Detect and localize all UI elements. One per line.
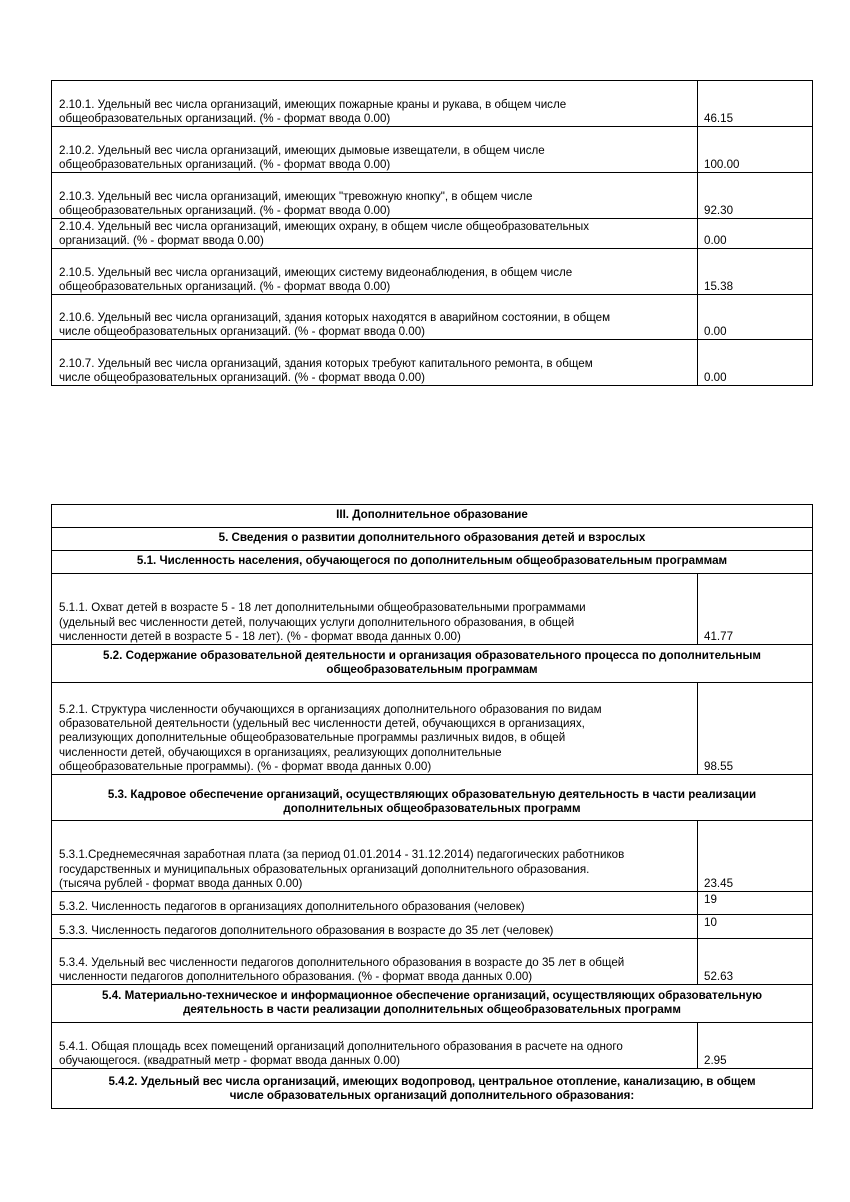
table-row: [52, 939, 813, 985]
table-row: [52, 1023, 813, 1069]
table-row: [52, 249, 813, 295]
table-row: [52, 821, 813, 892]
section-header-row: [52, 505, 813, 528]
table-row: [52, 81, 813, 127]
indicator-value: 15.38: [698, 249, 813, 295]
indicator-value: 100.00: [698, 127, 813, 173]
indicator-value: 98.55: [698, 683, 813, 775]
table-row: [52, 173, 813, 219]
indicator-label: 2.10.6. Удельный вес числа организаций, здания которых находятся в аварийном состоянии, в общем числе общеобразовательных организаций. (% - формат ввода 0.00): [52, 295, 698, 340]
group-header-row: [52, 551, 813, 574]
table-row: [52, 295, 813, 340]
indicator-value: 52.63: [698, 939, 813, 985]
table-row: [52, 683, 813, 775]
additional-education-table: [51, 504, 813, 1109]
indicator-label: 5.3.1.Среднемесячная заработная плата (за период 01.01.2014 - 31.12.2014) педагогических работников государственных и муниципальных образовательных организаций дополнительного образования. (тысяча рублей - формат ввода данных 0.00): [52, 821, 698, 892]
group-title-5-3: 5.3. Кадровое обеспечение организаций, осуществляющих образовательную деятельность в части реализации дополнительных общеобразовательных программ: [52, 775, 813, 821]
table-row: [52, 574, 813, 645]
indicator-value: 0.00: [698, 295, 813, 340]
group-title-5-4-2: 5.4.2. Удельный вес числа организаций, имеющих водопровод, центральное отопление, канализацию, в общем числе образовательных организаций дополнительного образования:: [52, 1069, 813, 1109]
table-row: [52, 127, 813, 173]
section-title: III. Дополнительное образование: [52, 505, 813, 528]
indicator-label: 5.4.1. Общая площадь всех помещений организаций дополнительного образования в расчете на одного обучающегося. (квадратный метр - формат ввода данных 0.00): [52, 1023, 698, 1069]
group-title-5-1: 5.1. Численность населения, обучающегося по дополнительным общеобразовательным программам: [52, 551, 813, 574]
group-header-row: [52, 645, 813, 683]
indicator-label: 2.10.3. Удельный вес числа организаций, имеющих "тревожную кнопку", в общем числе общеобразовательных организаций. (% - формат ввода 0.00): [52, 173, 698, 219]
table-row: [52, 340, 813, 386]
indicator-value: 10: [698, 915, 813, 939]
indicator-label: 2.10.5. Удельный вес числа организаций, имеющих систему видеонаблюдения, в общем числе общеобразовательных организаций. (% - формат ввода 0.00): [52, 249, 698, 295]
indicator-value: 2.95: [698, 1023, 813, 1069]
subsection-title: 5. Сведения о развитии дополнительного образования детей и взрослых: [52, 528, 813, 551]
indicator-value: 19: [698, 892, 813, 915]
subsection-header-row: [52, 528, 813, 551]
table-row: [52, 892, 813, 915]
group-header-row: [52, 775, 813, 821]
indicator-value: 0.00: [698, 340, 813, 386]
indicator-value: 23.45: [698, 821, 813, 892]
indicator-value: 92.30: [698, 173, 813, 219]
indicator-label: 5.2.1. Структура численности обучающихся в организациях дополнительного образования по видам образовательной деятельности (удельный вес численности детей, обучающихся в организациях, реализующих дополнительные общеобразовательные программы различных видов, в общей численности детей, обучающихся в организациях, реализующих дополнительные общеобразовательные программы). (% - формат ввода данных 0.00): [52, 683, 698, 775]
indicator-label: 5.1.1. Охват детей в возрасте 5 - 18 лет дополнительными общеобразовательными программами (удельный вес численности детей, получающих услуги дополнительного образования, в общей численности детей в возрасте 5 - 18 лет). (% - формат ввода данных 0.00): [52, 574, 698, 645]
indicator-label: 2.10.4. Удельный вес числа организаций, имеющих охрану, в общем числе общеобразовательных организаций. (% - формат ввода 0.00): [52, 219, 698, 249]
table-row: [52, 219, 813, 249]
indicator-table-2-10: [51, 80, 813, 386]
indicator-label: 2.10.1. Удельный вес числа организаций, имеющих пожарные краны и рукава, в общем числе общеобразовательных организаций. (% - формат ввода 0.00): [52, 81, 698, 127]
group-title-5-4: 5.4. Материально-техническое и информационное обеспечение организаций, осуществляющих образовательную деятельность в части реализации дополнительных общеобразовательных программ: [52, 985, 813, 1023]
indicator-label: 5.3.2. Численность педагогов в организациях дополнительного образования (человек): [52, 892, 698, 915]
indicator-label: 2.10.2. Удельный вес числа организаций, имеющих дымовые извещатели, в общем числе общеобразовательных организаций. (% - формат ввода 0.00): [52, 127, 698, 173]
indicator-label: 5.3.3. Численность педагогов дополнительного образования в возрасте до 35 лет (человек): [52, 915, 698, 939]
indicator-value: 0.00: [698, 219, 813, 249]
indicator-label: 2.10.7. Удельный вес числа организаций, здания которых требуют капитального ремонта, в общем числе общеобразовательных организаций. (% - формат ввода 0.00): [52, 340, 698, 386]
indicator-value: 46.15: [698, 81, 813, 127]
group-header-row: [52, 1069, 813, 1109]
group-header-row: [52, 985, 813, 1023]
indicator-value: 41.77: [698, 574, 813, 645]
group-title-5-2: 5.2. Содержание образовательной деятельности и организация образовательного процесса по дополнительным общеобразовательным программам: [52, 645, 813, 683]
indicator-label: 5.3.4. Удельный вес численности педагогов дополнительного образования в возрасте до 35 лет в общей численности педагогов дополнительного образования. (% - формат ввода данных 0.00): [52, 939, 698, 985]
table-row: [52, 915, 813, 939]
